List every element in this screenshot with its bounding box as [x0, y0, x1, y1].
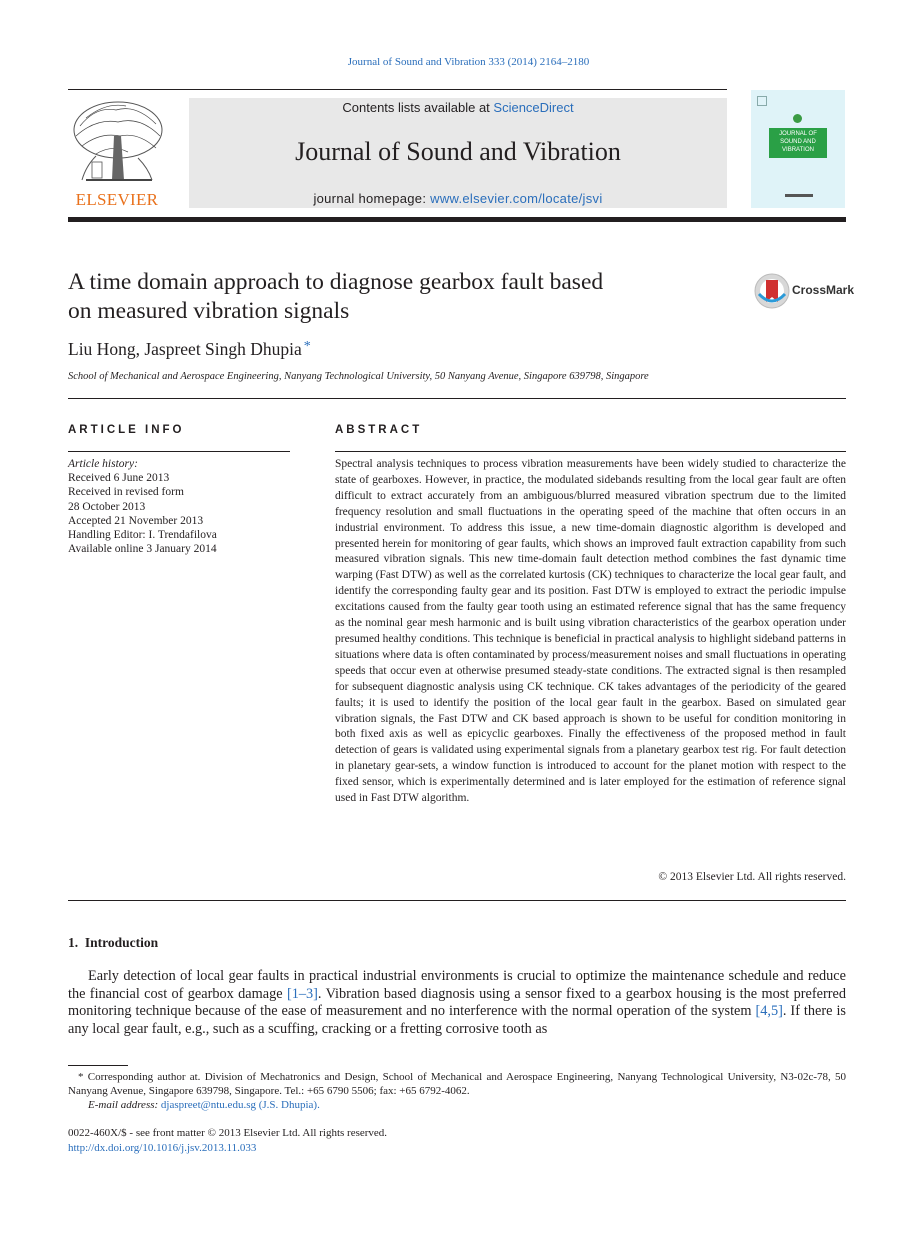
reference-link[interactable]: [1–3]	[286, 985, 318, 1002]
cover-badge	[757, 96, 767, 106]
footnote-text: Corresponding author at. Division of Mechatronics and Design, School of Mechanical and Aerospace Engineering, Nanyang Technological University, N3-02c-78, 50 Nanyang Avenue, Singapore 639798, Singapore. Tel.: +65 6790 5506; fax: +65 6792-4062.	[68, 1071, 846, 1097]
front-matter	[68, 1126, 387, 1155]
crossmark-label: CrossMark	[792, 283, 855, 297]
publisher-name: ELSEVIER	[75, 190, 159, 209]
doi-link[interactable]: http://dx.doi.org/10.1016/j.jsv.2013.11.033	[68, 1141, 257, 1154]
sciencedirect-link[interactable]: ScienceDirect	[493, 100, 574, 115]
article-title	[68, 268, 728, 326]
cover-leaf-icon	[793, 114, 802, 123]
homepage-prefix: journal homepage:	[313, 191, 431, 206]
journal-cover[interactable]	[751, 90, 845, 208]
history-label: Article history:	[68, 458, 138, 470]
cover-title: JOURNAL OF SOUND AND VIBRATION	[779, 131, 817, 153]
intro-text-1: Early detection of local gear faults in practical industrial environments is crucial to optimize the maintenance schedule and reduce the financial cost of gearbox damage	[68, 968, 846, 1002]
homepage-link[interactable]: www.elsevier.com/locate/jsvi	[430, 191, 603, 206]
email-label: E-mail address:	[88, 1099, 159, 1111]
corresponding-author-footnote	[68, 1070, 846, 1112]
article-history	[68, 457, 217, 556]
email-line	[68, 1098, 846, 1112]
footnote-rule	[68, 1065, 128, 1066]
abstract-rule	[335, 451, 846, 452]
title-line-2: on measured vibration signals	[68, 298, 350, 324]
introduction-paragraph	[68, 968, 846, 1038]
abstract-body: Spectral analysis techniques to process vibration measurements have been widely studied to characterize the state of gearboxes. However, in practice, the modulated sidebands resulting from the local gear fault are often difficult to extract accurately from an ambiguous/blurred measured vibration spectrum due to the limited frequency resolution and small fluctuations in the operating speed of the machine that often occurs in an industrial environment. To address this issue, a new time-domain diagnostic algorithm is developed and presented herein for monitoring of gear faults, which shows an improved fault extraction capability from such measured vibration signals. This new time-domain fault detection method combines the fast dynamic time warping (Fast DTW) as well as the correlated kurtosis (CK) techniques to characterize the local gear fault, and identify the corresponding faulty gear and its position. Fast DTW is employed to extract the periodic impulse excitations caused from the faulty gear tooth using an estimated reference signal that has the same frequency as the nominal gear mesh harmonic and is built using vibration characteristics of the gearbox operation under presumed healthy conditions. This technique is beneficial in practical analysis to highlight sideband patterns in situations where data is often contaminated by process/measurement noises and small fluctuations in operating speeds that occur even at otherwise presumed steady-state conditions. The extracted signal is then resampled for subsequent diagnostic analysis using CK technique. CK takes advantages of the periodicity of the geared faults; it is used to identify the position of the local gear fault in the gearbox. Based on simulated gear vibration signals, the Fast DTW and CK based approach is shown to be useful for condition monitoring in both fixed axis as well as epicyclic gearboxes. Finally the effectiveness of the proposed method in fault detection of gears is validated using experimental signals from a planetary gearbox test rig. For fault detection in planetary gear-sets, a window function is introduced to account for the planet motion with respect to the fixed sensor, which is experimentally determined and is later employed for the estimation of reference signal used in Fast DTW algorithm.	[335, 458, 846, 805]
author-list	[68, 339, 311, 360]
email-owner[interactable]: (J.S. Dhupia).	[258, 1099, 320, 1111]
article-info-rule	[68, 451, 290, 452]
affiliation-rule	[68, 398, 846, 399]
email-link[interactable]: djaspreet@ntu.edu.sg	[160, 1099, 256, 1111]
title-line-1: A time domain approach to diagnose gearbox fault based	[68, 269, 604, 295]
abstract-end-rule	[68, 900, 846, 901]
intro-text-3: . If there is any local gear fault, e.g., such as a scuffing, cracking or a fretting corrosive tooth as	[68, 1003, 846, 1037]
footnote-mark: *	[78, 1071, 84, 1083]
history-item: 28 October 2013	[68, 500, 146, 513]
history-item: Handling Editor: I. Trendafilova	[68, 529, 217, 542]
header-rule	[68, 89, 727, 90]
history-item: Accepted 21 November 2013	[68, 514, 204, 527]
abstract-copyright: © 2013 Elsevier Ltd. All rights reserved.	[658, 871, 846, 883]
journal-citation[interactable]: Journal of Sound and Vibration 333 (2014) 2164–2180	[347, 56, 590, 68]
history-item: Received in revised form	[68, 486, 184, 499]
affiliation: School of Mechanical and Aerospace Engineering, Nanyang Technological University, 50 Nanyang Avenue, Singapore 639798, Singapore	[68, 371, 649, 382]
article-info-heading: ARTICLE INFO	[68, 424, 185, 436]
journal-title: Journal of Sound and Vibration	[295, 137, 621, 166]
crossmark-icon	[753, 272, 791, 310]
header-thick-rule	[68, 217, 846, 222]
corresponding-author-mark[interactable]: *	[303, 339, 311, 354]
author-names: Liu Hong, Jaspreet Singh Dhupia	[68, 339, 302, 359]
contents-line	[189, 100, 727, 115]
elsevier-logo[interactable]	[66, 96, 168, 210]
intro-text-2: . Vibration based diagnosis using a sensor fixed to a gearbox housing is the most preferred monitoring technique because of the ease of measurement and no interference with the normal operation of the system	[68, 985, 846, 1019]
history-item: Available online 3 January 2014	[68, 543, 217, 556]
section-heading-introduction: 1. Introduction	[68, 935, 159, 950]
history-item: Received 6 June 2013	[68, 472, 170, 485]
issn-line: 0022-460X/$ - see front matter © 2013 Elsevier Ltd. All rights reserved.	[68, 1127, 388, 1139]
crossmark-badge[interactable]	[753, 272, 855, 310]
homepage-line	[189, 191, 727, 206]
abstract-heading: ABSTRACT	[335, 424, 423, 436]
reference-link[interactable]: [4,5]	[755, 1003, 783, 1019]
contents-prefix: Contents lists available at	[342, 100, 494, 115]
cover-bottom-text	[785, 194, 813, 197]
